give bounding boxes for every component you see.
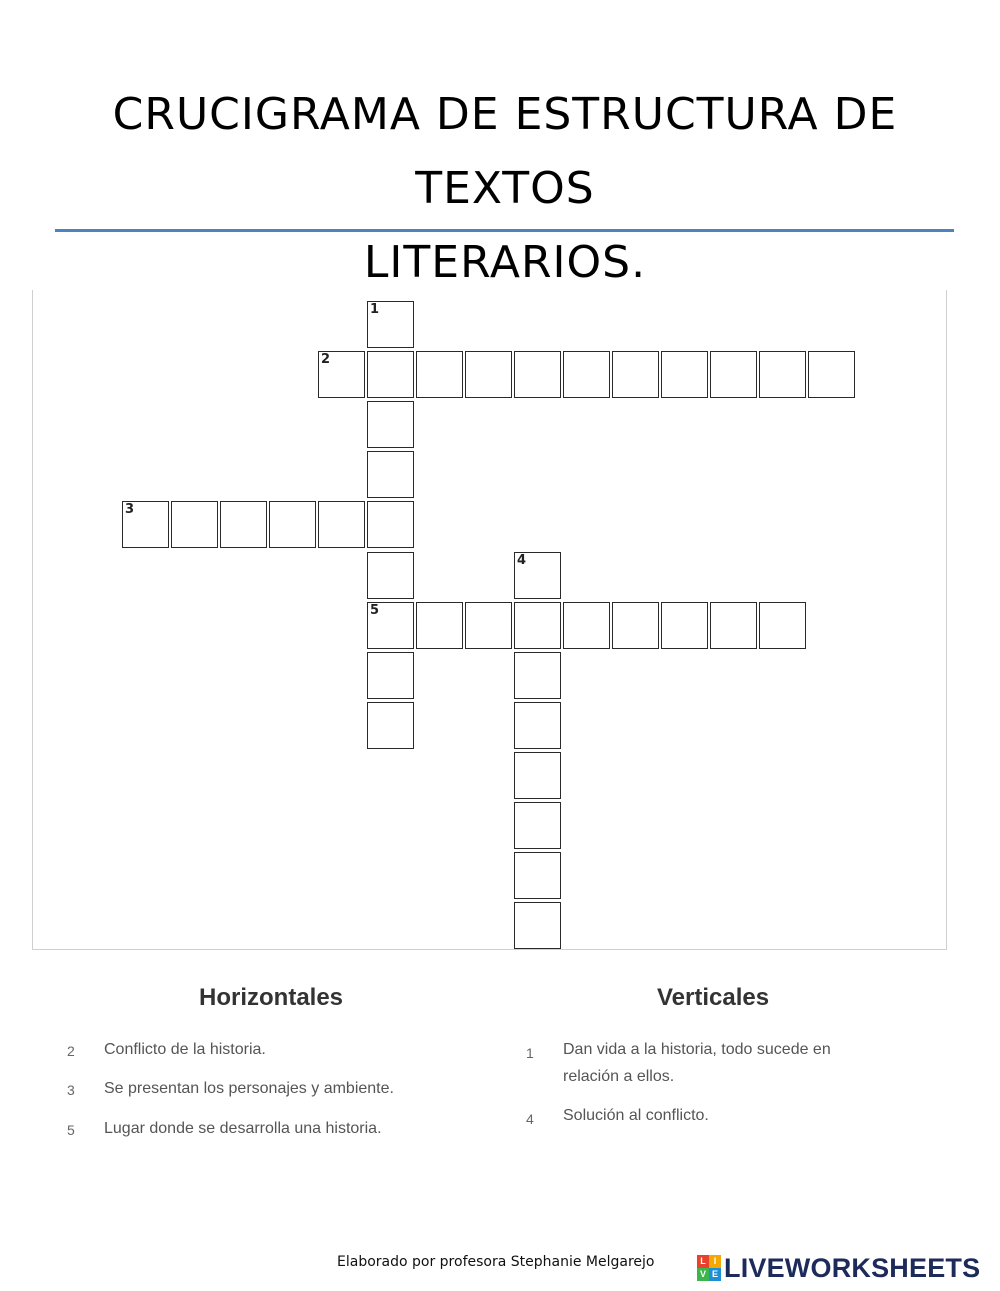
crossword-cell[interactable] — [220, 501, 267, 548]
cell-number: 3 — [125, 502, 135, 518]
title-line-1: CRUCIGRAMA DE ESTRUCTURA DE TEXTOS — [112, 89, 898, 214]
vertical-clues-title: Verticales — [657, 984, 770, 1011]
crossword-cell[interactable] — [367, 602, 414, 649]
clue-text: Se presentan los personajes y ambiente. — [104, 1080, 394, 1097]
crossword-cell[interactable] — [367, 451, 414, 498]
clue-number: 3 — [67, 1082, 75, 1098]
crossword-cell[interactable] — [367, 301, 414, 348]
clue-number: 2 — [67, 1043, 75, 1059]
crossword-cell[interactable] — [612, 602, 659, 649]
cell-number: 1 — [370, 302, 380, 317]
title-divider — [55, 229, 954, 232]
crossword-cell[interactable] — [563, 351, 610, 398]
liveworksheets-brand — [697, 1253, 980, 1283]
logo-tile: E — [709, 1268, 721, 1281]
crossword-cell[interactable] — [514, 902, 561, 949]
crossword-cell[interactable] — [710, 351, 757, 398]
clue-number: 1 — [526, 1045, 534, 1061]
crossword-cell[interactable] — [465, 351, 512, 398]
title-line-2: LITERARIOS. — [363, 237, 647, 288]
logo-tile: L — [697, 1255, 709, 1268]
crossword-cell[interactable] — [171, 501, 218, 548]
crossword-cell[interactable] — [318, 351, 365, 398]
crossword-cell[interactable] — [514, 652, 561, 699]
crossword-cell[interactable] — [661, 351, 708, 398]
crossword-cell[interactable] — [367, 501, 414, 548]
crossword-cell[interactable] — [416, 602, 463, 649]
brand-name: LIVEWORKSHEETS — [724, 1252, 981, 1283]
clue-number: 4 — [526, 1111, 534, 1127]
crossword-cell[interactable] — [318, 501, 365, 548]
logo-tile: I — [709, 1255, 721, 1268]
crossword-cell[interactable] — [514, 852, 561, 899]
crossword-cell[interactable] — [612, 351, 659, 398]
crossword-cell[interactable] — [808, 351, 855, 398]
crossword-cell[interactable] — [759, 351, 806, 398]
crossword-cell[interactable] — [122, 501, 169, 548]
liveworksheets-logo-icon — [697, 1255, 721, 1281]
author-credit: Elaborado por profesora Stephanie Melgarejo — [337, 1254, 655, 1270]
cell-number: 2 — [321, 352, 331, 368]
crossword-cell[interactable] — [710, 602, 757, 649]
clue-number: 5 — [67, 1122, 75, 1138]
cell-number: 4 — [517, 552, 527, 568]
crossword-cell[interactable] — [563, 602, 610, 649]
cell-number: 5 — [370, 602, 380, 618]
crossword-cell[interactable] — [416, 351, 463, 398]
crossword-cell[interactable] — [465, 602, 512, 649]
crossword-cell[interactable] — [514, 752, 561, 799]
clue-text: Conflicto de la historia. — [104, 1041, 266, 1058]
crossword-cell[interactable] — [367, 652, 414, 699]
crossword-cell[interactable] — [367, 702, 414, 749]
crossword-cell[interactable] — [514, 702, 561, 749]
crossword-cell[interactable] — [514, 552, 561, 599]
crossword-cell[interactable] — [269, 501, 316, 548]
clue-text: Lugar donde se desarrolla una historia. — [104, 1120, 382, 1137]
crossword-cell[interactable] — [367, 351, 414, 398]
crossword-cell[interactable] — [514, 351, 561, 398]
worksheet-title — [40, 78, 970, 300]
crossword-cell[interactable] — [759, 602, 806, 649]
crossword-cell[interactable] — [514, 602, 561, 649]
horizontal-clues-title: Horizontales — [199, 984, 344, 1011]
crossword-cell[interactable] — [367, 401, 414, 448]
crossword-cell[interactable] — [514, 802, 561, 849]
clue-text: Solución al conflicto. — [563, 1107, 709, 1124]
crossword-cell[interactable] — [367, 552, 414, 599]
crossword-cell[interactable] — [661, 602, 708, 649]
clue-text: Dan vida a la historia, todo sucede en relación a ellos. — [563, 1041, 831, 1085]
logo-tile: V — [697, 1268, 709, 1281]
